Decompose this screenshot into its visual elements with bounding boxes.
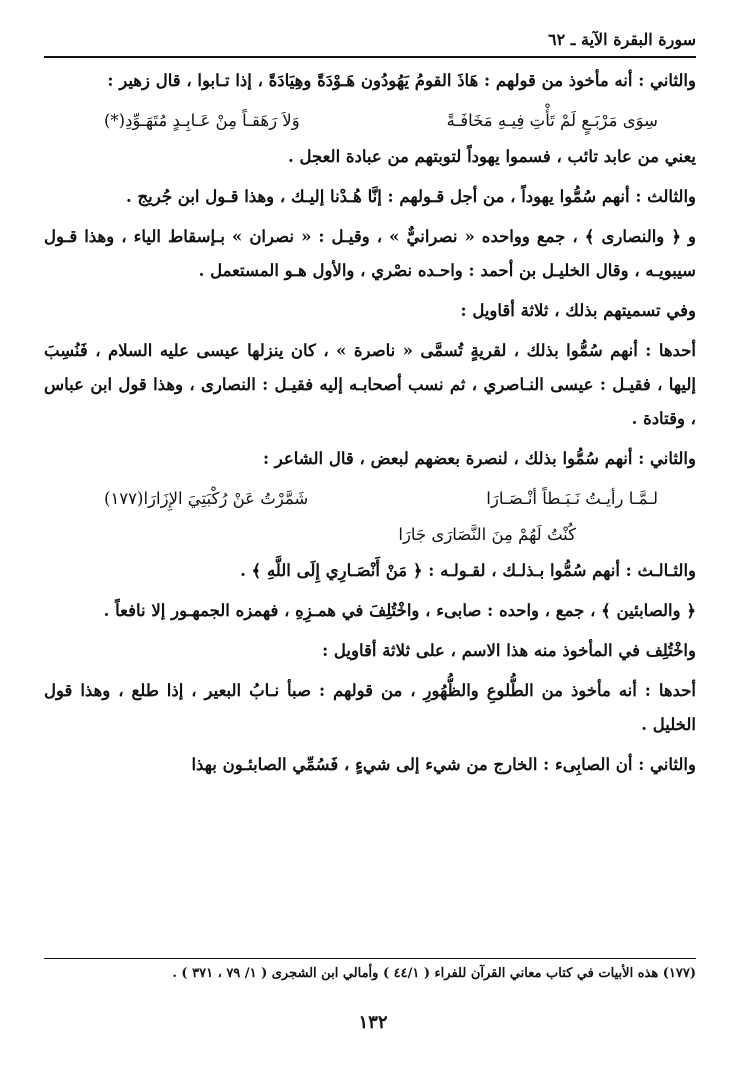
page-number: ١٣٢ (358, 1012, 388, 1033)
poem-verse (44, 104, 696, 138)
paragraph: و ﴿ والنصارى ﴾ ، جمع وواحده « نصرانيٌّ » ، وقيـل : « نصران » بـإسقاط الياء ، وهذا قـول سيبويـه ، وقال الخليـل بن أحمد : واحـده نصْري ، والأول هـو المستعمل . (44, 227, 696, 280)
running-header (44, 28, 696, 58)
paragraph: والثاني : أنهم سُمُّوا بذلك ، لنصرة بعضهم لبعض ، قال الشاعر : (262, 449, 696, 468)
paragraph: يعني من عابد تائب ، فسموا يهوداً لتوبتهم من عبادة العجل . (287, 147, 696, 166)
verse-second-hemistich: شَمَّرْتُ عَنْ رُكْبَتِيَ الإِزَارَا(١٧٧) (104, 489, 309, 508)
main-text (44, 64, 696, 788)
paragraph: والثاني : أنه مأخوذ من قولهم : هَاذَ القومُ يَهُودُون هَـوْدَةً وهِيَادَةً ، إذا تـابوا ، قال زهير : (107, 71, 696, 90)
poem-verse (44, 518, 696, 552)
paragraph: والثـالـث : أنهم سُمُّوا بـذلـك ، لقـولـه : ﴿ مَنْ أَنْصَـارِي إِلَى اللَّهِ ﴾ . (240, 561, 696, 580)
footnote: (١٧٧) هذه الأبيات في كتاب معاني القرآن للفراء ( ٤٤/١ ) وأمالي ابن الشجرى ( ١/ ٧٩ ، ٣٧١ ) . (172, 966, 696, 981)
verse-first-hemistich: سِوَى مَرْبَـعٍ لَمْ تَأْتِ فِيـهِ مَخَافَـةً (446, 111, 658, 130)
footnote-divider (44, 958, 696, 959)
verse-first-hemistich: لـمَّـا رأيـتُ نَـبَـطاً أنْـصَـارَا (486, 489, 658, 508)
paragraph: والثاني : أن الصابِىء : الخارج من شيء إلى شيءٍ ، فَسُمِّي الصابئـون بهذا (191, 755, 696, 774)
paragraph: أحدها : أنهم سُمُّوا بذلك ، لقريةٍ تُسمَّى « ناصرة » ، كان ينزلها عيسى عليه السلام ، فَنُسِبَ إليها ، فقيـل : عيسى النـاصري ، ثم نسب أصحابـه إليه فقيـل : النصارى ، وهذا قول ابن عباس ، وقتادة . (44, 341, 696, 428)
paragraph: ﴿ والصابئين ﴾ ، جمع ، واحده : صابىء ، واخْتُلِفَ في همـزِهِ ، فهمزه الجمهـور إلا نافعاً . (103, 601, 696, 620)
paragraph: والثالث : أنهم سُمُّوا يهوداً ، من أجل قـولهم : إنَّا هُـدْنا إليـك ، وهذا قـول ابن جُريج . (126, 187, 696, 206)
verse-line: كُنْتُ لَهُمْ مِنَ النَّصَارَى جَارَا (398, 525, 576, 544)
paragraph: وفي تسميتهم بذلك ، ثلاثة أقاويل : (460, 301, 696, 320)
paragraph: واخْتُلِف في المأخوذ منه هذا الاسم ، على ثلاثة أقاويل : (322, 641, 696, 660)
header-title: سورة البقرة الآية ـ ٦٢ (548, 30, 696, 49)
verse-second-hemistich: وَلاَ رَهَقـاً مِنْ عَـابِـدٍ مُتَهَـوِّدِ(*) (104, 111, 300, 130)
paragraph: أحدها : أنه مأخوذ من الطُّلوعِ والظُّهُورِ ، من قولهم : صبأ نـابُ البعير ، إذا طلع ، وهذا قول الخليل . (44, 681, 696, 734)
poem-verse (44, 482, 696, 516)
